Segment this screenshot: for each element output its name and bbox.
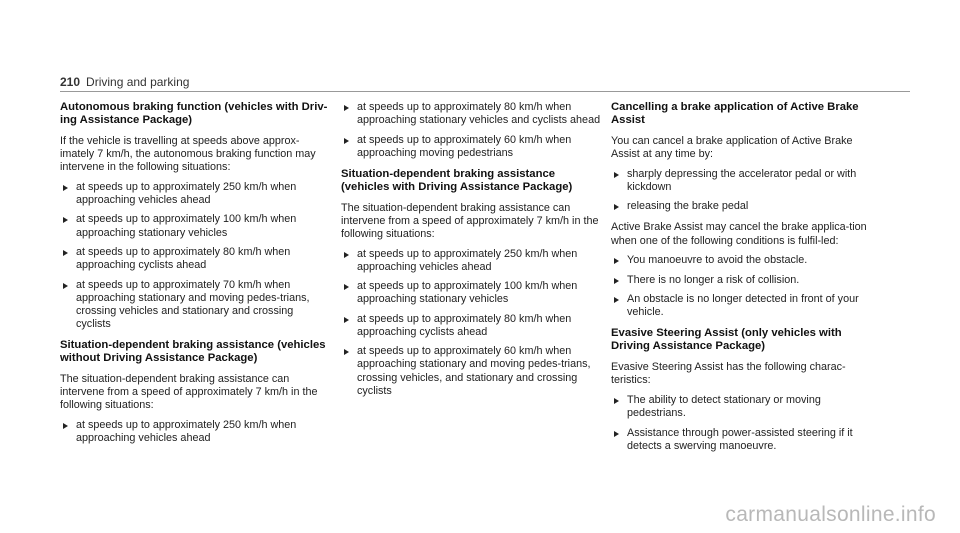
page-number: 210 — [60, 75, 81, 89]
list-item: There is no longer a risk of collision. — [611, 274, 871, 287]
list-cancelling-methods — [611, 168, 871, 214]
list-item: at speeds up to approximately 60 km/h when approaching stationary and moving pedes-trians, crossing vehicles, and stationary and crossing cyclists — [341, 345, 601, 397]
paragraph-cancel-conditions: Active Brake Assist may cancel the brake applica-tion when one of the following conditions is fulfil-led: — [611, 221, 867, 247]
list-item: at speeds up to approximately 80 km/h when approaching cyclists ahead — [341, 313, 601, 339]
heading-cancelling-brake: Cancelling a brake application of Active Brake Assist — [611, 101, 859, 127]
column-2 — [341, 101, 601, 398]
list-item: Assistance through power-assisted steering if it detects a swerving manoeuvre. — [611, 427, 871, 453]
list-item: at speeds up to approximately 60 km/h when approaching moving pedestrians — [341, 134, 601, 160]
section-title: Driving and parking — [86, 75, 190, 89]
paragraph-cancelling-intro: You can cancel a brake application of Active Brake Assist at any time by: — [611, 135, 853, 161]
list-autonomous-situations — [60, 181, 330, 331]
page-header — [60, 75, 910, 92]
list-item: at speeds up to approximately 250 km/h when approaching vehicles ahead — [60, 419, 330, 445]
column-1 — [60, 101, 330, 445]
list-item: at speeds up to approximately 250 km/h when approaching vehicles ahead — [60, 181, 330, 207]
list-item: at speeds up to approximately 70 km/h when approaching stationary and moving pedes-trians, crossing vehicles and stationary and crossing cyclists — [60, 279, 330, 331]
list-item: The ability to detect stationary or moving pedestrians. — [611, 394, 871, 420]
watermark: carmanualsonline.info — [725, 503, 936, 526]
list-item: sharply depressing the accelerator pedal or with kickdown — [611, 168, 871, 194]
list-item: You manoeuvre to avoid the obstacle. — [611, 254, 871, 267]
heading-autonomous-braking: Autonomous braking function (vehicles with Driv-ing Assistance Package) — [60, 101, 328, 127]
column-3 — [611, 101, 871, 453]
list-situation-braking-without — [60, 419, 330, 445]
list-item: at speeds up to approximately 80 km/h when approaching stationary vehicles and cyclists ahead — [341, 101, 601, 127]
heading-situation-braking-with: Situation-dependent braking assistance (vehicles with Driving Assistance Package) — [341, 167, 573, 193]
list-item: releasing the brake pedal — [611, 200, 871, 213]
heading-evasive-steering: Evasive Steering Assist (only vehicles with Driving Assistance Package) — [611, 327, 842, 353]
list-item: at speeds up to approximately 100 km/h when approaching stationary vehicles — [60, 213, 330, 239]
list-evasive-characteristics — [611, 394, 871, 453]
paragraph-situation-braking-intro: The situation-dependent braking assistance can intervene from a speed of approximately 7 km/h in the following situations: — [60, 373, 318, 412]
list-item: An obstacle is no longer detected in front of your vehicle. — [611, 293, 871, 319]
list-item: at speeds up to approximately 250 km/h when approaching vehicles ahead — [341, 248, 601, 274]
list-item: at speeds up to approximately 80 km/h when approaching cyclists ahead — [60, 246, 330, 272]
list-situation-braking-with — [341, 248, 601, 398]
paragraph-situation-braking-with-intro: The situation-dependent braking assistance can intervene from a speed of approximately 7 km/h in the following situations: — [341, 201, 599, 241]
heading-situation-braking-without: Situation-dependent braking assistance (vehicles without Driving Assistance Package) — [60, 338, 326, 365]
list-item: at speeds up to approximately 100 km/h when approaching stationary vehicles — [341, 280, 601, 306]
paragraph-autonomous-intro: If the vehicle is travelling at speeds above approx-imately 7 km/h, the autonomous braking function may intervene in the following situations: — [60, 135, 316, 174]
list-cancel-conditions — [611, 254, 871, 319]
list-situation-braking-without-cont — [341, 101, 601, 160]
paragraph-evasive-intro: Evasive Steering Assist has the following charac-teristics: — [611, 361, 846, 387]
